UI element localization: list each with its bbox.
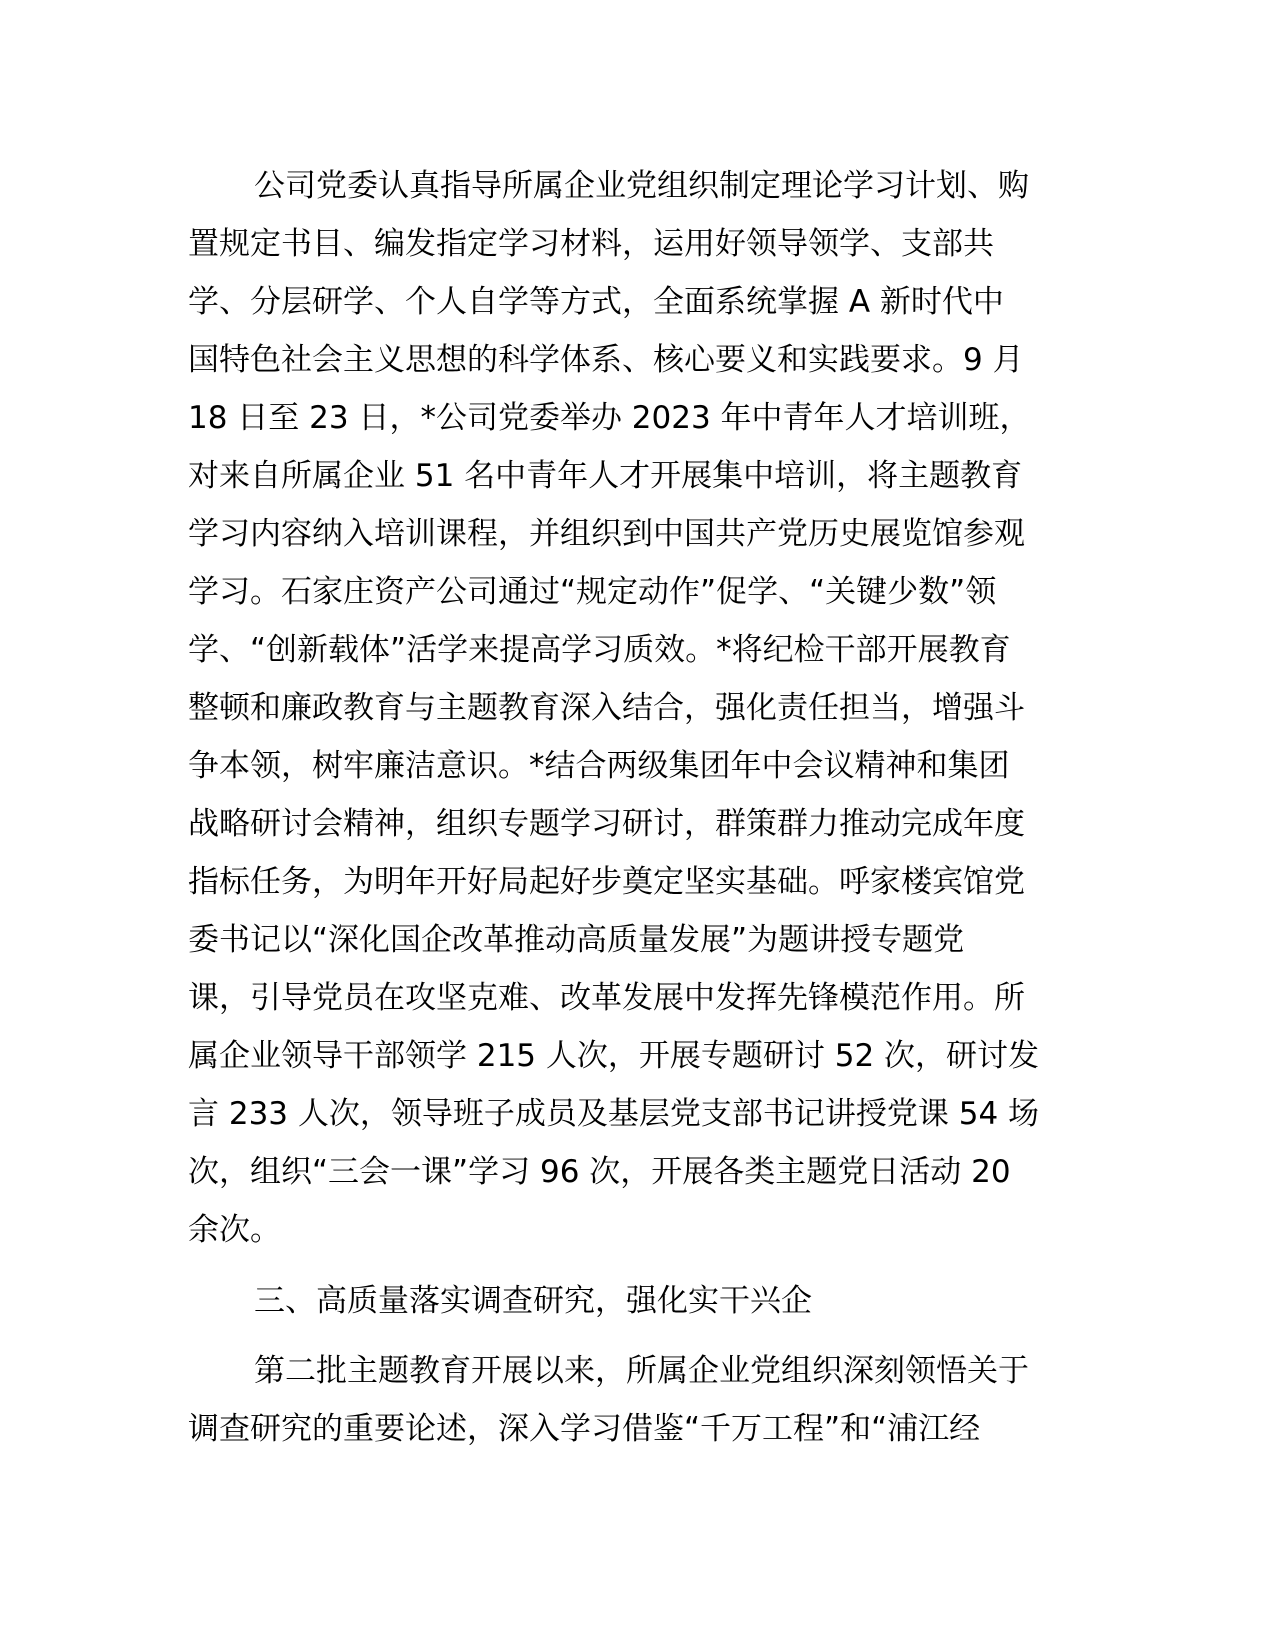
paragraph-line: 争本领，树牢廉洁意识。*结合两级集团年中会议精神和集团	[188, 748, 1010, 784]
paragraph-line: 国特色社会主义思想的科学体系、核心要义和实践要求。9 月	[188, 342, 1024, 378]
paragraph-line: 学、分层研学、个人自学等方式，全面系统掌握 A 新时代中	[188, 284, 1004, 320]
section-heading-text: 三、高质量落实调查研究，强化实干兴企	[254, 1283, 812, 1319]
paragraph-line: 次，组织“三会一课”学习 96 次，开展各类主题党日活动 20	[188, 1154, 1011, 1190]
paragraph-line: 课，引导党员在攻坚克难、改革发展中发挥先锋模范作用。所	[188, 980, 1025, 1016]
section-heading	[188, 1272, 1088, 1330]
paragraph-line: 指标任务，为明年开好局起好步奠定坚实基础。呼家楼宾馆党	[188, 864, 1025, 900]
paragraph-line: 整顿和廉政教育与主题教育深入结合，强化责任担当，增强斗	[188, 690, 1025, 726]
paragraph-line: 学、“创新载体”活学来提高学习质效。*将纪检干部开展教育	[188, 632, 1011, 668]
paragraph-line: 战略研讨会精神，组织专题学习研讨，群策群力推动完成年度	[188, 806, 1025, 842]
paragraph-line: 学习内容纳入培训课程，并组织到中国共产党历史展览馆参观	[188, 516, 1025, 552]
paragraph-line: 言 233 人次，领导班子成员及基层党支部书记讲授党课 54 场	[188, 1096, 1040, 1132]
paragraph-line: 18 日至 23 日，*公司党委举办 2023 年中青年人才培训班，	[188, 400, 1031, 436]
paragraph-line: 公司党委认真指导所属企业党组织制定理论学习计划、购	[254, 168, 1029, 204]
body-paragraph	[188, 157, 1088, 1259]
paragraph-line: 学习。石家庄资产公司通过“规定动作”促学、“关键少数”领	[188, 574, 997, 610]
paragraph-line: 委书记以“深化国企改革推动高质量发展”为题讲授专题党	[188, 922, 965, 958]
paragraph-line: 置规定书目、编发指定学习材料，运用好领导领学、支部共	[188, 226, 994, 262]
paragraph-line: 调查研究的重要论述，深入学习借鉴“千万工程”和“浦江经	[188, 1411, 981, 1447]
paragraph-line: 第二批主题教育开展以来，所属企业党组织深刻领悟关于	[254, 1353, 1029, 1389]
paragraph-line: 对来自所属企业 51 名中青年人才开展集中培训，将主题教育	[188, 458, 1023, 494]
body-paragraph	[188, 1342, 1088, 1458]
paragraph-line: 余次。	[188, 1212, 281, 1248]
paragraph-line: 属企业领导干部领学 215 人次，开展专题研讨 52 次，研讨发	[188, 1038, 1040, 1074]
